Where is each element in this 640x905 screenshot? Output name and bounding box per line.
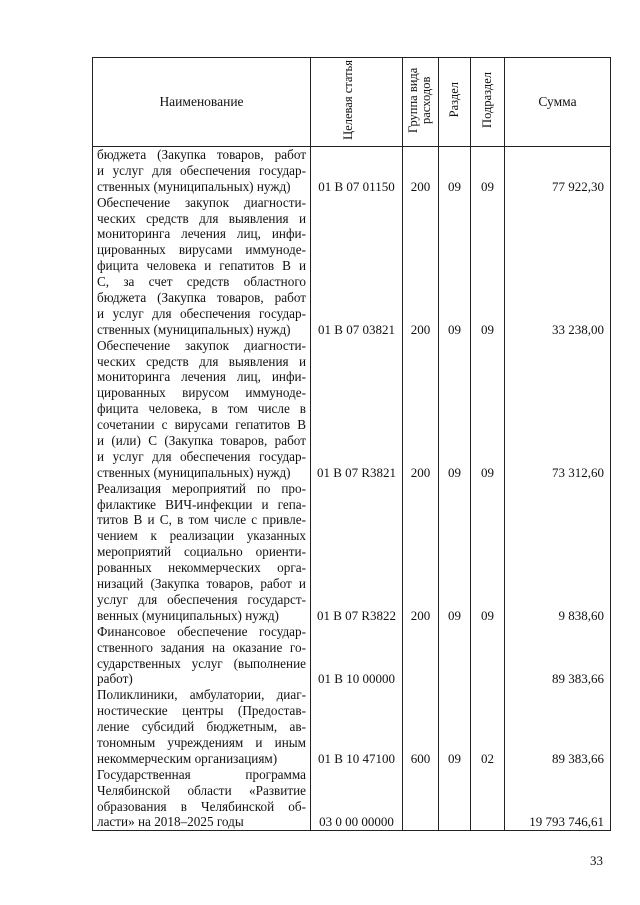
- row-section: 09: [439, 195, 471, 338]
- row-name-line: Челябинской области «Развитие: [97, 782, 306, 798]
- row-subsection: 09: [471, 195, 505, 338]
- row-name-line: фицита человека, в том числе в: [97, 401, 306, 417]
- row-name-line: рованных некоммерческих орга-: [97, 560, 306, 576]
- row-name-line: ственных (муниципальных) нужд): [97, 321, 291, 337]
- header-name: Наименование: [93, 58, 311, 147]
- row-sum: 9 838,60: [505, 481, 611, 624]
- header-group: Группа вида расходов: [403, 58, 439, 147]
- row-name: [93, 338, 311, 481]
- row-name: [93, 147, 311, 195]
- row-name: [93, 624, 311, 688]
- row-expense-group: 200: [403, 481, 439, 624]
- row-target-code: 01 В 10 00000: [311, 624, 403, 688]
- row-name: [93, 481, 311, 624]
- row-name-line: титов В и С, в том числе с привле-: [97, 512, 306, 528]
- table-row: [93, 481, 611, 624]
- row-name-line: услуг для обеспечения государст-: [97, 591, 306, 607]
- page-number: 33: [590, 853, 603, 868]
- row-name-line: Поликлиники, амбулатории, диаг-: [97, 687, 306, 703]
- row-subsection: 09: [471, 338, 505, 481]
- row-name-line: и (или) С (Закупка товаров, работ: [97, 433, 306, 449]
- row-name-line: бюджета (Закупка товаров, работ: [97, 290, 306, 306]
- row-name-line: фицита человека и гепатитов В и: [97, 258, 306, 274]
- row-name-line: ласти» на 2018–2025 годы: [97, 814, 244, 830]
- row-name-line: тономным учреждениям и иным: [97, 734, 306, 750]
- row-name-line: мониторинга лечения лиц, инфи-: [97, 369, 306, 385]
- row-name-line: ственного задания на оказание го-: [97, 639, 306, 655]
- table-row: [93, 767, 611, 831]
- row-target-code: 01 В 07 03821: [311, 195, 403, 338]
- row-name-line: чением к реализации указанных: [97, 528, 306, 544]
- row-sum: 33 238,00: [505, 195, 611, 338]
- row-sum: 89 383,66: [505, 687, 611, 766]
- table-header-row: [93, 58, 611, 147]
- table-row: [93, 624, 611, 688]
- row-section: 09: [439, 338, 471, 481]
- row-expense-group: [403, 624, 439, 688]
- row-expense-group: 200: [403, 195, 439, 338]
- row-name-line: сударственных услуг (выполнение: [97, 655, 306, 671]
- row-name-line: сочетании с вирусами гепатитов В: [97, 417, 306, 433]
- row-name-line: венных (муниципальных) нужд): [97, 607, 279, 623]
- row-name-line: Реализация мероприятий по про-: [97, 480, 306, 496]
- row-expense-group: 600: [403, 687, 439, 766]
- row-name-line: низаций (Закупка товаров, работ и: [97, 576, 306, 592]
- row-subsection: 09: [471, 147, 505, 195]
- row-name-line: цированных вирусом иммуноде-: [97, 385, 306, 401]
- row-subsection: 02: [471, 687, 505, 766]
- row-section: 09: [439, 687, 471, 766]
- row-subsection: 09: [471, 481, 505, 624]
- row-target-code: 01 В 07 R3821: [311, 338, 403, 481]
- table-row: [93, 195, 611, 338]
- row-name-line: мониторинга лечения лиц, инфи-: [97, 226, 306, 242]
- row-name-line: ческих средств для выявления и: [97, 210, 306, 226]
- row-name-line: и услуг для обеспечения государ-: [97, 448, 306, 464]
- row-name-line: цированных вирусами иммуноде-: [97, 242, 306, 258]
- row-name-line: Государственная программа: [97, 766, 306, 782]
- table-row: [93, 687, 611, 766]
- row-name-line: Обеспечение закупок диагности-: [97, 337, 306, 353]
- row-name-line: С, за счет средств областного: [97, 274, 306, 290]
- row-name: [93, 687, 311, 766]
- row-section: 09: [439, 481, 471, 624]
- row-target-code: 01 В 10 47100: [311, 687, 403, 766]
- row-subsection: [471, 624, 505, 688]
- row-name-line: мероприятий социально ориенти-: [97, 544, 306, 560]
- row-name-line: Финансовое обеспечение государ-: [97, 623, 306, 639]
- row-sum: 73 312,60: [505, 338, 611, 481]
- budget-table: [92, 57, 611, 831]
- row-name-line: ление субсидий бюджетным, ав-: [97, 719, 306, 735]
- row-target-code: 01 В 07 R3822: [311, 481, 403, 624]
- row-name-line: Обеспечение закупок диагности-: [97, 194, 306, 210]
- row-name-line: бюджета (Закупка товаров, работ: [97, 147, 306, 162]
- row-name: [93, 195, 311, 338]
- row-name-line: образования в Челябинской об-: [97, 798, 306, 814]
- row-target-code: 01 В 07 01150: [311, 147, 403, 195]
- row-name-line: ностические центры (Предостав-: [97, 703, 306, 719]
- row-target-code: 03 0 00 00000: [311, 767, 403, 831]
- row-name-line: некоммерческим организациям): [97, 750, 278, 766]
- row-name: [93, 767, 311, 831]
- header-section: Раздел: [439, 58, 471, 147]
- row-name-line: работ): [97, 671, 133, 687]
- row-sum: 89 383,66: [505, 624, 611, 688]
- row-name-line: и услуг для обеспечения государ-: [97, 162, 306, 178]
- header-subsection: Подраздел: [471, 58, 505, 147]
- row-section: [439, 767, 471, 831]
- row-section: [439, 624, 471, 688]
- row-expense-group: 200: [403, 147, 439, 195]
- row-subsection: [471, 767, 505, 831]
- row-expense-group: [403, 767, 439, 831]
- row-name-line: филактике ВИЧ-инфекции и гепа-: [97, 496, 306, 512]
- table-row: [93, 338, 611, 481]
- row-expense-group: 200: [403, 338, 439, 481]
- row-name-line: и услуг для обеспечения государ-: [97, 305, 306, 321]
- table-row: [93, 147, 611, 195]
- row-name-line: ческих средств для выявления и: [97, 353, 306, 369]
- row-sum: 19 793 746,61: [505, 767, 611, 831]
- header-target: Целевая статья: [311, 58, 403, 147]
- row-section: 09: [439, 147, 471, 195]
- header-sum: Сумма: [505, 58, 611, 147]
- row-name-line: ственных (муниципальных) нужд): [97, 178, 291, 194]
- row-sum: 77 922,30: [505, 147, 611, 195]
- row-name-line: ственных (муниципальных) нужд): [97, 464, 291, 480]
